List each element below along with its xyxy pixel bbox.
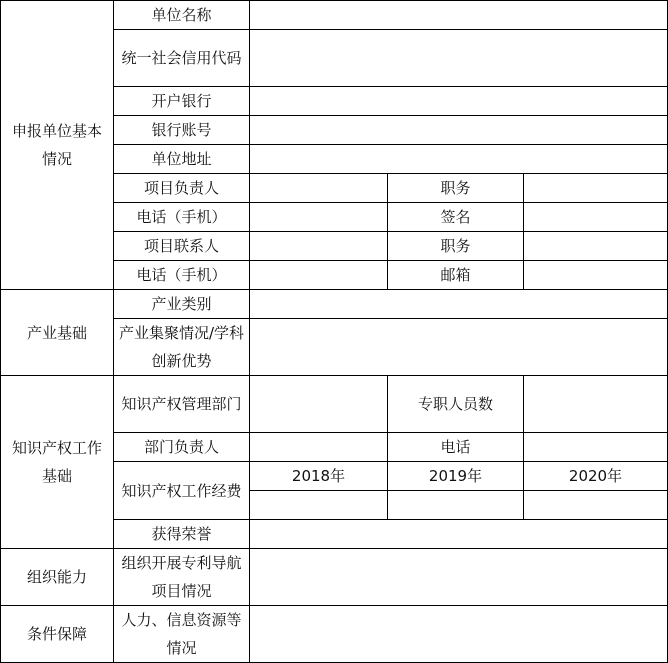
application-form-table-2 [0,289,668,663]
field-email[interactable] [524,261,668,290]
field-bank-account[interactable] [250,116,668,145]
field-industry-category[interactable] [250,290,668,319]
field-phone-mobile-2[interactable] [250,261,388,290]
label-phone: 电话 [388,433,524,462]
label-unit-address: 单位地址 [114,145,250,174]
label-resources: 人力、信息资源等情况 [114,606,250,663]
section-basic-info: 申报单位基本情况 [1,1,114,290]
label-project-leader: 项目负责人 [114,174,250,203]
field-unit-address[interactable] [250,145,668,174]
label-industry-category: 产业类别 [114,290,250,319]
label-ip-dept: 知识产权管理部门 [114,376,250,433]
label-project-contact: 项目联系人 [114,232,250,261]
field-dept-leader[interactable] [250,433,388,462]
label-bank-account: 银行账号 [114,116,250,145]
application-form-table [0,0,668,290]
label-signature: 签名 [388,203,524,232]
section-org: 组织能力 [1,549,114,606]
field-funds-2019[interactable] [388,491,524,520]
label-bank: 开户银行 [114,87,250,116]
year-2018: 2018年 [250,462,388,491]
field-honors[interactable] [250,520,668,549]
field-fulltime-staff[interactable] [524,376,668,433]
field-navigation-projects[interactable] [250,549,668,606]
field-position-1[interactable] [524,174,668,203]
field-resources[interactable] [250,606,668,663]
label-industry-cluster: 产业集聚情况/学科创新优势 [114,319,250,376]
year-2020: 2020年 [524,462,668,491]
year-2019: 2019年 [388,462,524,491]
field-phone[interactable] [524,433,668,462]
label-honors: 获得荣誉 [114,520,250,549]
label-phone-mobile-2: 电话（手机） [114,261,250,290]
label-position-2: 职务 [388,232,524,261]
field-signature[interactable] [524,203,668,232]
label-position-1: 职务 [388,174,524,203]
field-position-2[interactable] [524,232,668,261]
field-bank[interactable] [250,87,668,116]
field-ip-dept[interactable] [250,376,388,433]
label-unit-name: 单位名称 [114,1,250,30]
section-ip: 知识产权工作基础 [1,376,114,549]
field-funds-2020[interactable] [524,491,668,520]
field-phone-mobile-1[interactable] [250,203,388,232]
section-condition: 条件保障 [1,606,114,663]
label-credit-code: 统一社会信用代码 [114,30,250,87]
label-navigation-projects: 组织开展专利导航项目情况 [114,549,250,606]
label-ip-funds: 知识产权工作经费 [114,462,250,520]
label-fulltime-staff: 专职人员数 [388,376,524,433]
field-funds-2018[interactable] [250,491,388,520]
label-email: 邮箱 [388,261,524,290]
field-credit-code[interactable] [250,30,668,87]
label-phone-mobile-1: 电话（手机） [114,203,250,232]
field-project-contact[interactable] [250,232,388,261]
field-industry-cluster[interactable] [250,319,668,376]
label-dept-leader: 部门负责人 [114,433,250,462]
section-industry: 产业基础 [1,290,114,376]
field-unit-name[interactable] [250,1,668,30]
field-project-leader[interactable] [250,174,388,203]
